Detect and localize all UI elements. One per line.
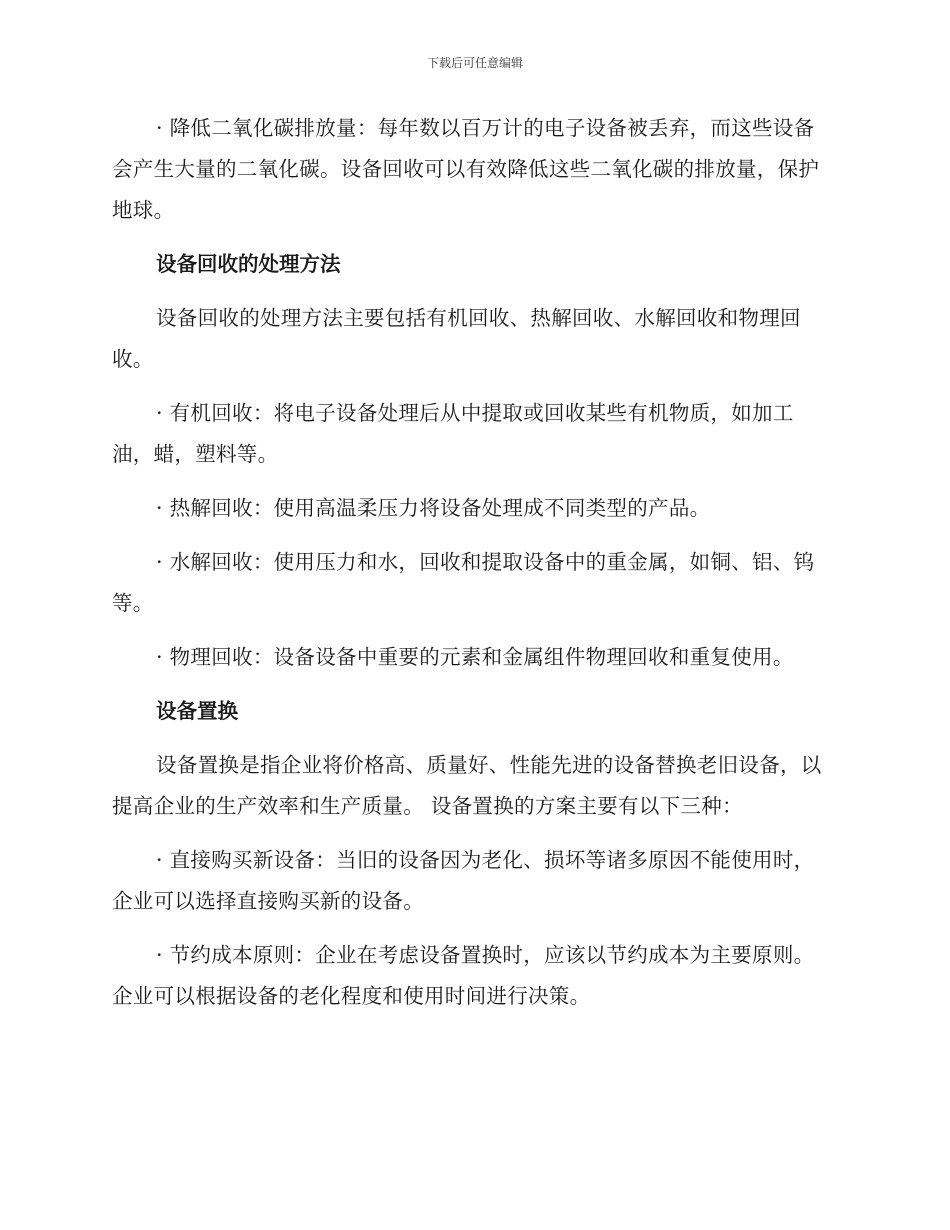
paragraph-cost-saving-principle: · 节约成本原则：企业在考虑设备置换时，应该以节约成本为主要原则。企业可以根据设备的老化程度和使用时间进行决策。	[112, 943, 815, 1008]
document-body	[112, 108, 832, 1030]
paragraph-buy-new-equipment: · 直接购买新设备：当旧的设备因为老化、损坏等诸多原因不能使用时，企业可以选择直接购买新的设备。	[112, 848, 815, 913]
paragraph-replacement-intro: 设备置换是指企业将价格高、质量好、性能先进的设备替换老旧设备，以提高企业的生产效率和生产质量。 设备置换的方案主要有以下三种：	[112, 753, 822, 818]
paragraph-hydrolysis-recycling: · 水解回收：使用压力和水，回收和提取设备中的重金属，如铜、铝、钨等。	[112, 550, 815, 615]
section-heading-recycling-methods: 设备回收的处理方法	[156, 252, 341, 276]
paragraph-pyrolysis-recycling: · 热解回收：使用高温柔压力将设备处理成不同类型的产品。	[156, 496, 711, 520]
section-heading-equipment-replacement: 设备置换	[156, 699, 238, 723]
paragraph-organic-recycling: · 有机回收：将电子设备处理后从中提取或回收某些有机物质，如加工油，蜡，塑料等。	[112, 401, 794, 466]
paragraph-methods-intro: 设备回收的处理方法主要包括有机回收、热解回收、水解回收和物理回收。	[112, 306, 801, 371]
page-header: 下载后可任意编辑	[426, 56, 523, 70]
paragraph-physical-recycling: · 物理回收：设备设备中重要的元素和金属组件物理回收和重复使用。	[156, 645, 794, 669]
paragraph-co2-reduction: · 降低二氧化碳排放量：每年数以百万计的电子设备被丢弃，而这些设备会产生大量的二氧化碳。设备回收可以有效降低这些二氧化碳的排放量，保护地球。	[112, 116, 820, 222]
